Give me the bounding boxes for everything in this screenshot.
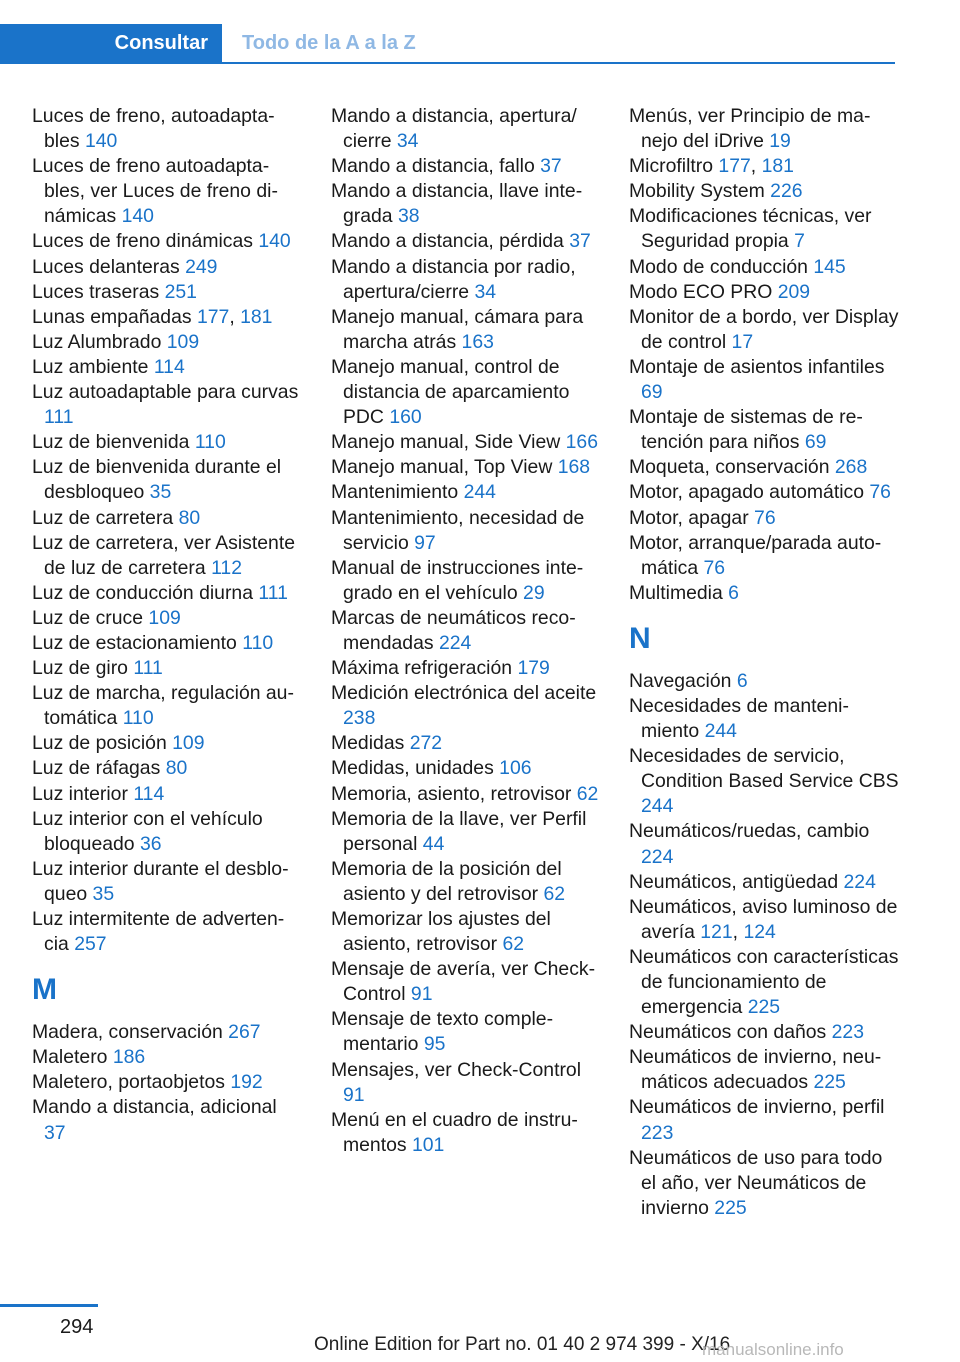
index-entry-term: Luz de estacionamiento bbox=[32, 631, 237, 654]
page-reference-link[interactable]: 111 bbox=[44, 406, 74, 429]
index-entry-term: Neumáticos de uso para todo el año, ver Neumáticos de invierno bbox=[629, 1146, 883, 1219]
index-entry-term: Neumáticos con características de funcionamiento de emergencia bbox=[629, 945, 899, 1019]
page-reference-link[interactable]: 110 bbox=[194, 431, 226, 454]
index-entry-term: Mensajes, ver Check-Control bbox=[331, 1058, 582, 1081]
index-entry bbox=[32, 1070, 302, 1095]
index-entry bbox=[32, 1045, 302, 1070]
tab-consultar[interactable]: Consultar bbox=[0, 24, 222, 62]
page-reference-link[interactable]: 38 bbox=[398, 205, 420, 228]
index-entry bbox=[629, 1095, 899, 1145]
page-number: 294 bbox=[60, 1316, 94, 1338]
index-entry-term: Mantenimiento bbox=[331, 481, 459, 504]
page-reference-link[interactable]: 76 bbox=[754, 506, 776, 529]
index-entry-term: Motor, arranque/parada automática bbox=[629, 531, 882, 579]
index-entry bbox=[32, 606, 302, 631]
page-reference-link[interactable]: 121 bbox=[700, 920, 733, 943]
index-entry bbox=[32, 154, 302, 229]
index-entry bbox=[629, 204, 899, 254]
index-entry bbox=[32, 782, 302, 807]
page-reference-link[interactable]: 19 bbox=[769, 130, 791, 153]
index-entry bbox=[331, 355, 601, 430]
index-entry-term: Luz de carretera, ver Asistente de luz de carretera bbox=[32, 531, 295, 579]
page-reference-link[interactable]: 225 bbox=[813, 1071, 846, 1094]
index-entry-term: Manejo manual, Top View bbox=[331, 456, 553, 479]
page-reference-link[interactable]: 110 bbox=[122, 707, 154, 730]
index-entry bbox=[32, 455, 302, 505]
page-reference-link[interactable]: 114 bbox=[133, 782, 165, 805]
index-entry bbox=[331, 455, 601, 480]
index-entry-term: Luz de marcha, regulación automática bbox=[32, 682, 294, 730]
index-entry bbox=[629, 531, 899, 581]
index-entry-term: Maletero, portaobjetos bbox=[32, 1071, 225, 1094]
page-reference-link[interactable]: 109 bbox=[166, 330, 200, 353]
page-reference-link[interactable]: 209 bbox=[777, 280, 811, 303]
index-entry: Lunas empañadas 177, 181 bbox=[32, 305, 273, 328]
page-reference-link[interactable]: 238 bbox=[343, 707, 376, 730]
index-entry bbox=[331, 480, 601, 505]
page-reference-link[interactable]: 69 bbox=[804, 431, 827, 454]
index-entry bbox=[629, 1146, 899, 1221]
index-column-2 bbox=[331, 104, 601, 1158]
index-entry-term: Mando a distancia, fallo bbox=[331, 155, 535, 178]
index-entry bbox=[32, 229, 302, 254]
index-entry bbox=[629, 280, 899, 305]
page-reference-link[interactable]: 114 bbox=[153, 355, 185, 378]
index-entry-term: Manejo manual, Side View bbox=[331, 431, 561, 454]
index-entry-term: Luz de giro bbox=[32, 657, 128, 680]
page-reference-link[interactable]: 91 bbox=[410, 983, 433, 1006]
index-entry-term: Luz de cruce bbox=[32, 606, 144, 629]
page-reference-link[interactable]: 226 bbox=[770, 180, 803, 203]
index-entry bbox=[331, 782, 601, 807]
index-entry-term: Manejo manual, cámara para marcha atrás bbox=[331, 305, 584, 353]
page-reference-link[interactable]: 62 bbox=[502, 933, 525, 956]
index-entry bbox=[32, 756, 302, 781]
index-entry-term: Moqueta, conservación bbox=[629, 456, 830, 479]
index-entry-term: Mando a distancia, llave integrada bbox=[331, 180, 583, 228]
page-reference-link[interactable]: 225 bbox=[747, 996, 781, 1019]
index-entry-term: Neumáticos/ruedas, cambio bbox=[629, 820, 870, 843]
page-reference-link[interactable]: 224 bbox=[641, 845, 674, 868]
index-entry-term: Luz ambiente bbox=[32, 355, 149, 378]
page-reference-link[interactable]: 244 bbox=[704, 720, 737, 743]
page-reference-link[interactable]: 110 bbox=[242, 631, 274, 654]
index-entry bbox=[331, 556, 601, 606]
page-reference-link[interactable]: 192 bbox=[230, 1071, 263, 1094]
page-reference-link[interactable]: 124 bbox=[743, 920, 776, 943]
section-letter-m: M bbox=[32, 973, 57, 1007]
index-entry-term: Máxima refrigeración bbox=[331, 657, 513, 680]
page-reference-link[interactable]: 272 bbox=[409, 732, 443, 755]
index-entry bbox=[629, 581, 899, 606]
index-entry bbox=[32, 255, 302, 280]
index-entry-term: Luz autoadaptable para curvas bbox=[32, 381, 299, 404]
index-entry-term: Luz de posición bbox=[32, 732, 167, 755]
index-entry-term: Necesidades de mantenimiento bbox=[629, 694, 849, 743]
index-entry bbox=[32, 731, 302, 756]
page-reference-link[interactable]: 109 bbox=[148, 606, 181, 629]
index-entry-term: Modificaciones técnicas, ver Seguridad propia bbox=[629, 205, 872, 253]
page-reference-link[interactable]: 257 bbox=[74, 933, 107, 956]
index-list-n bbox=[629, 669, 899, 1221]
index-entry bbox=[629, 506, 899, 531]
index-entry bbox=[32, 531, 302, 581]
page-reference-link[interactable]: 140 bbox=[121, 205, 154, 228]
edition-footer: Online Edition for Part no. 01 40 2 974 399 - X/16 bbox=[314, 1334, 731, 1355]
page-reference-link[interactable]: 37 bbox=[540, 155, 562, 178]
page-reference-link[interactable]: 35 bbox=[149, 481, 172, 504]
index-entry bbox=[331, 1007, 601, 1057]
index-entry bbox=[32, 1095, 302, 1145]
page-reference-link[interactable]: 76 bbox=[703, 556, 726, 579]
index-entry bbox=[629, 405, 899, 455]
watermark: manualsonline.info bbox=[702, 1340, 844, 1359]
page-reference-link[interactable]: 35 bbox=[92, 882, 115, 905]
index-entry bbox=[32, 631, 302, 656]
index-entry-term: Luces delanteras bbox=[32, 255, 180, 278]
page-reference-link[interactable]: 37 bbox=[569, 230, 591, 253]
index-entry-term: Luces de freno autoadaptables, ver Luces de freno dinámicas bbox=[32, 155, 278, 228]
page-reference-link[interactable]: 34 bbox=[474, 280, 497, 303]
index-entry-term: Neumáticos, aviso luminoso de avería bbox=[629, 895, 898, 943]
index-entry bbox=[331, 957, 601, 1007]
index-entry-term: Luz interior durante el desbloqueo bbox=[32, 857, 289, 905]
page-number-rule bbox=[0, 1304, 98, 1307]
index-entry bbox=[32, 581, 302, 606]
page-reference-link[interactable]: 106 bbox=[499, 757, 532, 780]
index-entry bbox=[629, 1045, 899, 1095]
index-entry-term: Montaje de sistemas de retención para niños bbox=[629, 406, 863, 454]
page-reference-link[interactable]: 140 bbox=[258, 230, 291, 253]
index-entry-term: Mensaje de texto complementario bbox=[331, 1008, 554, 1056]
index-entry-term: Luces traseras bbox=[32, 280, 160, 303]
index-entry bbox=[32, 380, 302, 430]
page-reference-link[interactable]: 80 bbox=[165, 757, 188, 780]
index-entry-term: Luces de freno dinámicas bbox=[32, 230, 253, 253]
index-entry-term: Motor, apagado automático bbox=[629, 481, 864, 504]
page-reference-link[interactable]: 177 bbox=[196, 305, 230, 328]
index-entry bbox=[32, 280, 302, 305]
index-entry-term: Manual de instrucciones integrado en el vehículo bbox=[331, 556, 584, 604]
index-entry-term: Neumáticos de invierno, neumáticos adecuados bbox=[629, 1046, 882, 1094]
index-column-1 bbox=[32, 104, 302, 1146]
page-reference-link[interactable]: 268 bbox=[834, 456, 868, 479]
index-entry bbox=[331, 807, 601, 857]
page-reference-link[interactable]: 44 bbox=[422, 832, 445, 855]
page-reference-link[interactable]: 168 bbox=[557, 456, 591, 479]
page-reference-link[interactable]: 181 bbox=[240, 305, 273, 328]
page-reference-link[interactable]: 244 bbox=[463, 481, 496, 504]
index-entry-term: Modo ECO PRO bbox=[629, 280, 773, 303]
index-entry bbox=[32, 681, 302, 731]
page-reference-link[interactable]: 223 bbox=[641, 1121, 674, 1144]
index-entry-term: Manejo manual, control de distancia de aparcamiento PDC bbox=[331, 355, 570, 429]
index-entry bbox=[629, 819, 899, 869]
index-entry bbox=[331, 606, 601, 656]
index-entry bbox=[331, 305, 601, 355]
index-entry-term: Mobility System bbox=[629, 180, 765, 203]
page-reference-link[interactable]: 181 bbox=[761, 155, 794, 178]
index-entry-term: Neumáticos con daños bbox=[629, 1021, 827, 1044]
index-column-3 bbox=[629, 104, 899, 1221]
index-entry bbox=[32, 1020, 302, 1045]
page-reference-link[interactable]: 163 bbox=[461, 330, 494, 353]
index-entry-term: Mando a distancia, pérdida bbox=[331, 230, 564, 253]
page-reference-link[interactable]: 111 bbox=[258, 581, 288, 604]
index-entry bbox=[629, 1020, 899, 1045]
page-reference-link[interactable]: 62 bbox=[543, 882, 566, 905]
index-list-m-end bbox=[629, 104, 899, 606]
index-entry-term: Mensaje de avería, ver Check-Control bbox=[331, 958, 596, 1006]
index-entry-term: Medición electrónica del aceite bbox=[331, 682, 597, 705]
header-bar bbox=[0, 24, 895, 64]
page-reference-link[interactable]: 223 bbox=[831, 1021, 864, 1044]
index-entry bbox=[629, 480, 899, 505]
page-reference-link[interactable]: 17 bbox=[731, 330, 754, 353]
index-entry bbox=[331, 154, 601, 179]
page-reference-link[interactable]: 224 bbox=[843, 870, 876, 893]
index-entry bbox=[331, 179, 601, 229]
index-entry bbox=[32, 104, 302, 154]
tab-todo-a-z[interactable]: Todo de la A a la Z bbox=[242, 32, 416, 54]
index-entry bbox=[331, 229, 601, 254]
page-reference-link[interactable]: 36 bbox=[139, 832, 162, 855]
page-reference-link[interactable]: 160 bbox=[389, 406, 422, 429]
index-entry-term: Maletero bbox=[32, 1046, 108, 1069]
index-list-l bbox=[32, 104, 302, 957]
page-reference-link[interactable]: 97 bbox=[414, 531, 436, 554]
index-entry-term: Luz de bienvenida durante el desbloqueo bbox=[32, 456, 282, 504]
index-entry-term: Luz interior con el vehículo bloqueado bbox=[32, 807, 263, 855]
index-entry-term: Luz Alumbrado bbox=[32, 330, 162, 353]
index-entry-term: Menú en el cuadro de instrumentos bbox=[331, 1108, 578, 1156]
index-entry-term: Memoria de la posición del asiento y del retrovisor bbox=[331, 857, 562, 905]
index-entry-term: Marcas de neumáticos recomendadas bbox=[331, 606, 576, 654]
index-entry-term: Montaje de asientos infantiles bbox=[629, 355, 885, 378]
index-entry bbox=[629, 305, 899, 355]
index-entry-term: Luz de ráfagas bbox=[32, 757, 161, 780]
page-reference-link[interactable]: 177 bbox=[718, 155, 751, 178]
index-entry bbox=[629, 669, 899, 694]
index-entry-term: Madera, conservación bbox=[32, 1021, 223, 1044]
page-reference-link[interactable]: 140 bbox=[84, 130, 118, 153]
page-reference-link[interactable]: 69 bbox=[641, 381, 663, 404]
index-entry bbox=[32, 430, 302, 455]
index-entry-term: Luces de freno, autoadaptables bbox=[32, 105, 275, 153]
page-reference-link[interactable]: 34 bbox=[396, 130, 419, 153]
page-reference-link[interactable]: 80 bbox=[178, 506, 201, 529]
index-entry-term: Luz interior bbox=[32, 782, 128, 805]
index-entry-term: Memoria de la llave, ver Perfil personal bbox=[331, 807, 587, 855]
page-reference-link[interactable]: 225 bbox=[714, 1196, 747, 1219]
index-entry bbox=[331, 1058, 601, 1108]
index-entry-term: Luz de carretera bbox=[32, 506, 174, 529]
index-entry-term: Luz intermitente de advertencia bbox=[32, 908, 285, 956]
page-reference-link[interactable]: 112 bbox=[211, 556, 242, 579]
index-entry bbox=[32, 506, 302, 531]
page-reference-link[interactable]: 76 bbox=[869, 481, 891, 504]
index-entry bbox=[331, 756, 601, 781]
page-reference-link[interactable]: 179 bbox=[517, 657, 550, 680]
section-letter-n: N bbox=[629, 621, 651, 655]
page-reference-link[interactable]: 249 bbox=[185, 255, 218, 278]
index-entry bbox=[331, 104, 601, 154]
index-entry: Microfiltro 177, 181 bbox=[629, 155, 794, 178]
index-entry bbox=[32, 857, 302, 907]
index-entry bbox=[32, 656, 302, 681]
index-entry-term: Multimedia bbox=[629, 581, 723, 604]
page-reference-link[interactable]: 91 bbox=[343, 1083, 365, 1106]
page-reference-link[interactable]: 186 bbox=[112, 1046, 146, 1069]
index-list-m-cont bbox=[331, 104, 601, 1158]
page-reference-link[interactable]: 101 bbox=[411, 1133, 445, 1156]
index-entry bbox=[629, 945, 899, 1020]
page-reference-link[interactable]: 6 bbox=[728, 581, 739, 604]
page-reference-link[interactable]: 109 bbox=[172, 732, 205, 755]
index-entry-term: Necesidades de servicio, Condition Based Service CBS bbox=[629, 745, 899, 793]
page-reference-link[interactable]: 6 bbox=[736, 669, 748, 692]
index-entry: Neumáticos, aviso luminoso de avería 121, 124 bbox=[629, 895, 898, 943]
index-entry bbox=[32, 330, 302, 355]
index-entry bbox=[629, 744, 899, 819]
index-entry bbox=[331, 656, 601, 681]
index-entry-term: Motor, apagar bbox=[629, 506, 749, 529]
index-entry bbox=[629, 179, 899, 204]
page-reference-link[interactable]: 37 bbox=[44, 1121, 66, 1144]
index-entry-term: Lunas empañadas bbox=[32, 305, 192, 328]
index-entry-term: Medidas, unidades bbox=[331, 757, 494, 780]
index-entry bbox=[629, 870, 899, 895]
index-entry-term: Navegación bbox=[629, 669, 732, 692]
index-entry bbox=[629, 694, 899, 744]
index-entry bbox=[629, 455, 899, 480]
index-entry bbox=[32, 907, 302, 957]
index-entry-term: Microfiltro bbox=[629, 155, 714, 178]
index-entry bbox=[331, 255, 601, 305]
page-reference-link[interactable]: 95 bbox=[423, 1033, 446, 1056]
index-entry-term: Neumáticos de invierno, perfil bbox=[629, 1096, 885, 1119]
page-reference-link[interactable]: 29 bbox=[523, 581, 545, 604]
page-reference-link[interactable]: 62 bbox=[576, 782, 599, 805]
index-entry-term: Luz de conducción diurna bbox=[32, 581, 253, 604]
index-entry-term: Medidas bbox=[331, 732, 405, 755]
index-entry bbox=[331, 1108, 601, 1158]
index-entry bbox=[32, 807, 302, 857]
index-entry-term: Modo de conducción bbox=[629, 255, 808, 278]
page-reference-link[interactable]: 7 bbox=[794, 230, 805, 253]
page-reference-link[interactable]: 267 bbox=[228, 1021, 261, 1044]
index-entry bbox=[32, 355, 302, 380]
index-entry-term: Monitor de a bordo, ver Display de control bbox=[629, 305, 899, 353]
index-entry-term: Memoria, asiento, retrovisor bbox=[331, 782, 572, 805]
page-reference-link[interactable]: 166 bbox=[565, 431, 598, 454]
index-entry-term: Neumáticos, antigüedad bbox=[629, 870, 839, 893]
page-reference-link[interactable]: 251 bbox=[164, 280, 197, 303]
index-entry bbox=[629, 255, 899, 280]
index-entry bbox=[331, 907, 601, 957]
index-entry bbox=[331, 430, 601, 455]
index-entry bbox=[331, 681, 601, 731]
index-entry-term: Mando a distancia por radio, apertura/cierre bbox=[331, 255, 576, 303]
index-entry bbox=[331, 506, 601, 556]
index-entry-term: Mantenimiento, necesidad de servicio bbox=[331, 506, 585, 554]
page-reference-link[interactable]: 111 bbox=[133, 657, 163, 680]
index-entry-term: Mando a distancia, adicional bbox=[32, 1096, 277, 1119]
index-entry-term: Luz de bienvenida bbox=[32, 431, 190, 454]
index-entry-term: Menús, ver Principio de manejo del iDrive bbox=[629, 105, 871, 153]
page-reference-link[interactable]: 244 bbox=[641, 795, 674, 818]
index-entry bbox=[629, 104, 899, 154]
index-entry bbox=[629, 355, 899, 405]
index-entry bbox=[331, 857, 601, 907]
index-entry-term: Mando a distancia, apertura/ cierre bbox=[331, 105, 577, 153]
index-entry-term: Memorizar los ajustes del asiento, retrovisor bbox=[331, 908, 551, 956]
page-reference-link[interactable]: 224 bbox=[438, 631, 472, 654]
page-reference-link[interactable]: 145 bbox=[813, 255, 846, 278]
index-list-m bbox=[32, 1020, 302, 1145]
index-entry bbox=[331, 731, 601, 756]
